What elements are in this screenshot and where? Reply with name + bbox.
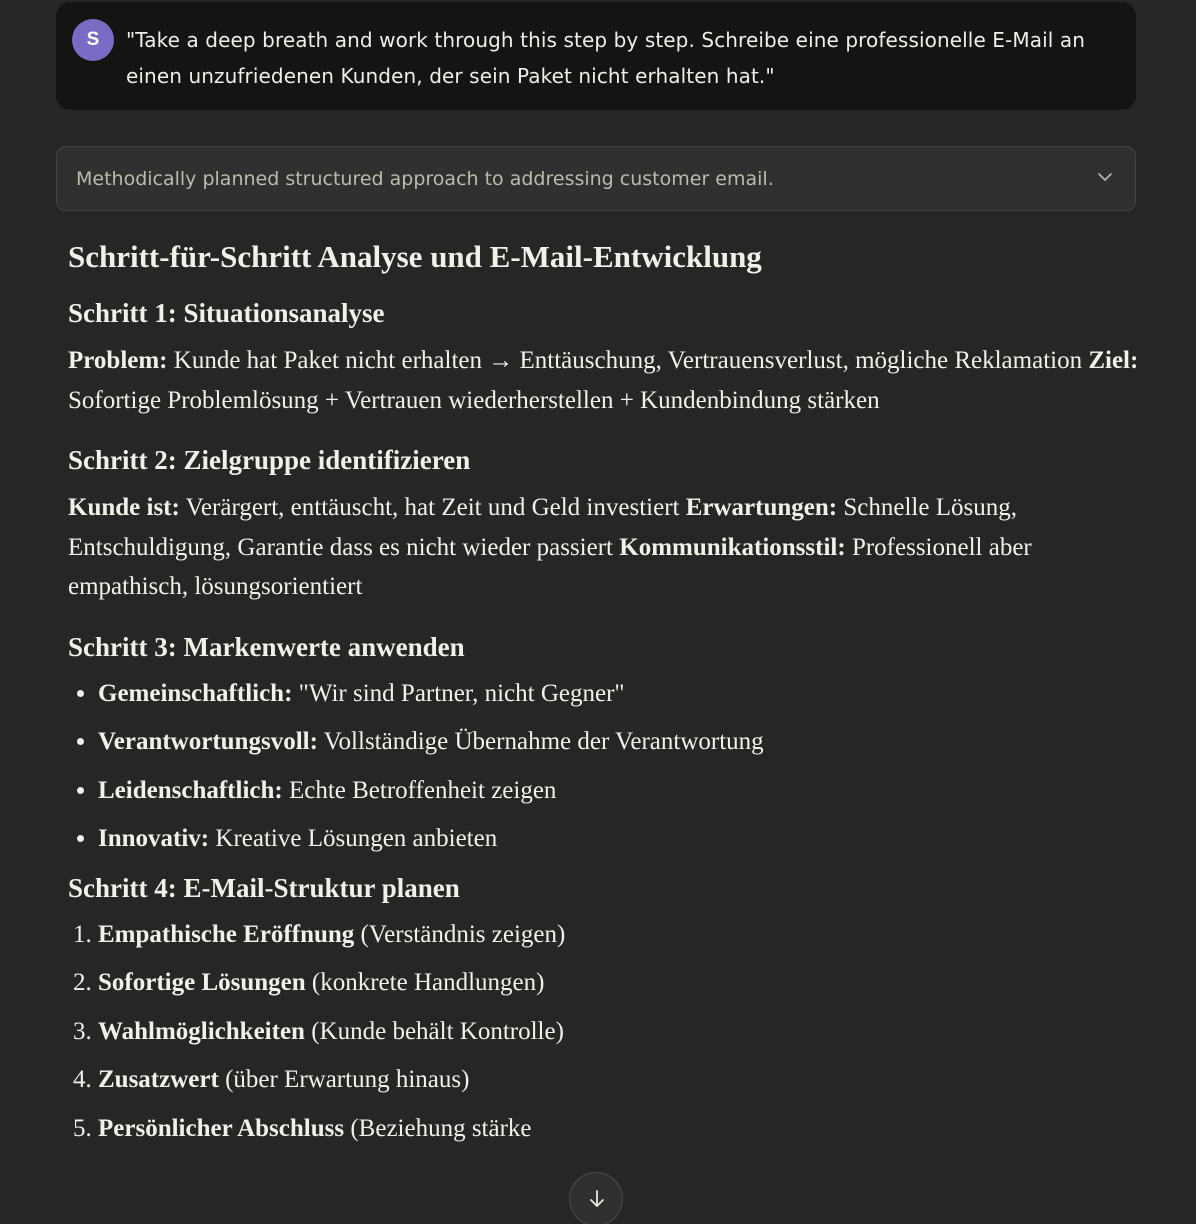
list-item [98,821,1148,857]
customer-label: Kunde ist: [68,494,180,521]
email-structure-list [68,917,1148,1147]
list-item [98,1014,1148,1050]
list-item-text: (Verständnis zeigen) [354,920,566,948]
list-item-label: Innovativ: [98,825,210,852]
step3-heading: Schritt 3: Markenwerte anwenden [68,631,465,662]
list-item-text: "Wir sind Partner, nicht Gegner" [292,679,625,707]
style-text: Professionell aber empathisch, lösungsorientiert [68,533,1032,600]
list-item-label: Zusatzwert [98,1066,219,1093]
list-item-text: Vollständige Übernahme der Verantwortung [317,728,764,755]
list-item-text: (über Erwartung hinaus) [218,1066,470,1093]
list-item [98,724,1148,760]
list-item [98,676,1148,712]
response-title: Schritt-für-Schritt Analyse und E-Mail-Entwicklung [68,239,762,274]
user-avatar[interactable]: S [72,19,114,61]
expectations-text: Schnelle Lösung, Entschuldigung, Garantie dass es nicht wieder passiert [68,494,1017,561]
step1-paragraph [68,341,1148,420]
step1-heading: Schritt 1: Situationsanalyse [68,298,385,328]
list-item [98,1062,1148,1098]
assistant-response [68,236,1148,1159]
list-item-text: (Beziehung stärke [344,1114,532,1142]
list-item [98,773,1148,809]
problem-text: Kunde hat Paket nicht erhalten → Enttäuschung, Vertrauensverlust, mögliche Reklamation [167,347,1089,374]
problem-label: Problem: [68,347,168,374]
list-item-label: Sofortige Lösungen [98,969,306,996]
goal-text: Sofortige Problemlösung + Vertrauen wiederherstellen + Kundenbindung stärken [68,386,880,414]
list-item-label: Empathische Eröffnung [98,920,355,948]
user-message [56,2,1136,110]
scroll-to-bottom-button[interactable] [569,1172,623,1224]
list-item-text: Echte Betroffenheit zeigen [282,776,557,804]
step2-heading: Schritt 2: Zielgruppe identifizieren [68,445,471,475]
list-item [98,1111,1148,1147]
brand-values-list [68,676,1148,858]
step4-heading: Schritt 4: E-Mail-Struktur planen [68,872,460,903]
arrow-down-icon [585,1187,609,1211]
list-item-text: (konkrete Handlungen) [305,969,545,996]
customer-text: Verärgert, enttäuscht, hat Zeit und Geld investiert [179,494,686,521]
list-item-label: Verantwortungsvoll: [98,728,318,755]
list-item-text: (Kunde behält Kontrolle) [304,1017,564,1045]
thinking-summary-text: Methodically planned structured approach to addressing customer email. [76,168,774,190]
list-item-label: Wahlmöglichkeiten [98,1017,305,1045]
list-item-text: Kreative Lösungen anbieten [209,825,498,852]
list-item-label: Gemeinschaftlich: [98,679,293,707]
list-item-label: Persönlicher Abschluss [98,1114,345,1142]
list-item [98,965,1148,1001]
goal-label: Ziel: [1088,347,1139,374]
chevron-down-icon[interactable] [1095,167,1115,187]
user-message-text: "Take a deep breath and work through this step by step. Schreibe eine professionelle E-Mail an einen unzufriedenen Kunden, der sein Paket nicht erhalten hat." [126,28,1085,88]
expectations-label: Erwartungen: [685,494,838,521]
list-item [98,917,1148,953]
step2-paragraph [68,488,1148,607]
list-item-label: Leidenschaftlich: [98,776,283,804]
thinking-summary-toggle[interactable] [56,146,1136,211]
style-label: Kommunikationsstil: [619,533,846,561]
